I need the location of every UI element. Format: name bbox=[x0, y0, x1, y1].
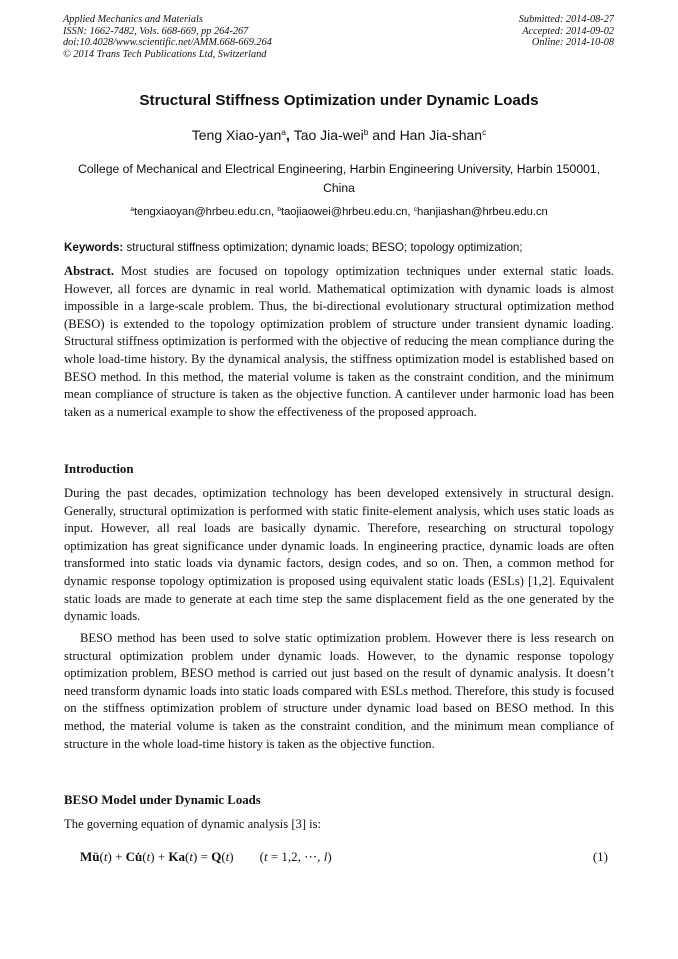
author-name: Teng Xiao-yan bbox=[191, 127, 282, 143]
beso-paragraph: The governing equation of dynamic analysis [3] is: bbox=[64, 817, 322, 831]
email-superscript: a bbox=[130, 205, 134, 213]
section-heading-beso: BESO Model under Dynamic Loads bbox=[64, 793, 261, 807]
online-date: Online: 2014-10-08 bbox=[531, 37, 614, 49]
author-superscript: a bbox=[281, 126, 286, 137]
keywords bbox=[64, 241, 614, 254]
author-name: Tao Jia-wei bbox=[293, 127, 364, 143]
author-separator: , bbox=[285, 127, 294, 143]
email-list bbox=[0, 206, 678, 218]
keywords-text: structural stiffness optimization; dynamic loads; BESO; topology optimization; bbox=[123, 241, 523, 254]
doi-line: doi:10.4028/www.scientific.net/AMM.668-669.264 bbox=[63, 37, 272, 49]
section-heading-introduction: Introduction bbox=[64, 462, 134, 476]
submitted-date: Submitted: 2014-08-27 bbox=[518, 14, 614, 25]
equation-number: (1) bbox=[592, 849, 608, 864]
affiliation: College of Mechanical and Electrical Engineering, Harbin Engineering University, Harbin 150001, China bbox=[77, 162, 601, 195]
email-address: hanjiashan@hrbeu.edu.cn bbox=[416, 206, 548, 218]
author-list bbox=[0, 127, 678, 143]
keywords-label: Keywords: bbox=[64, 241, 124, 254]
submission-dates bbox=[519, 14, 614, 49]
accepted-date: Accepted: 2014-09-02 bbox=[522, 25, 614, 37]
abstract bbox=[64, 263, 614, 421]
abstract-text: Most studies are focused on topology optimization techniques under external static loads. However, all forces are dynamic in real world. Mathematical optimization with dynamic loads is almost impossible in a large-scale problem. Thus, the bi-directional evolutionary structural optimization method (BESO) is extended to the topology optimization problem of structure under transient dynamic loading. Structural stiffness optimization is performed with the objective of reducing the mean compliance during the whole load-time history. By the dynamical analysis, the stiffness optimization model is established based on BESO method. In this method, the material volume is taken as the constraint condition, and the minimum mean compliance of structure is taken as the objective function. A cantilever under harmonic load has been taken as a numerical example to show the effectiveness of the proposed approach. bbox=[64, 264, 614, 419]
intro-paragraph: During the past decades, optimization technology has been developed extensively in structural design. Generally, structural optimization is performed with static finite-element analysis, which uses static loads as input. However, all real loads are basically dynamic. Therefore, researching on structural topology optimization has great significance under dynamic loads. In engineering practice, dynamic loads are often transformed into static loads via dynamic factors, design codes, and so on. Then, a common method for dynamic response topology optimization is proposed using equivalent static loads (ESLs) [1,2]. Equivalent static loads are made to generate at each time step the same displacement field as the one generated by the dynamic loads. bbox=[64, 486, 614, 624]
author-superscript: c bbox=[482, 126, 487, 137]
email-superscript: c bbox=[413, 205, 417, 213]
author-separator: and bbox=[368, 127, 400, 143]
author-superscript: b bbox=[363, 126, 369, 137]
author-name: Han Jia-shan bbox=[399, 127, 483, 143]
journal-info bbox=[63, 14, 272, 60]
abstract-label: Abstract. bbox=[64, 264, 115, 278]
issn-line: ISSN: 1662-7482, Vols. 668-669, pp 264-267 bbox=[63, 25, 249, 37]
email-superscript: b bbox=[277, 205, 281, 213]
email-address: tengxiaoyan@hrbeu.edu.cn, bbox=[133, 206, 278, 218]
intro-paragraph: BESO method has been used to solve static optimization problem. However there is less research on structural optimization problem under dynamic loads. However, to the dynamic response topology optimization problem, BESO method is carried out just based on the result of dynamic analysis. It doesn’t need transform dynamic loads into static loads compared with ESLs method. Therefore, this study is focused on the stiffness optimization problem of structure under dynamic load based on BESO method. In this method, the material volume is taken as the constraint condition, and the minimum mean compliance of structure in the whole load-time history is taken as the objective function. bbox=[64, 631, 614, 751]
paper-title: Structural Stiffness Optimization under Dynamic Loads bbox=[139, 92, 539, 109]
copyright-line: © 2014 Trans Tech Publications Ltd, Switzerland bbox=[63, 48, 267, 60]
journal-name: Applied Mechanics and Materials bbox=[63, 14, 203, 25]
email-address: taojiaowei@hrbeu.edu.cn, bbox=[280, 206, 414, 218]
governing-equation: Mü(t) + Cu̇(t) + Ka(t) = Q(t) (t = 1,2, ⋯, l) bbox=[80, 849, 332, 864]
